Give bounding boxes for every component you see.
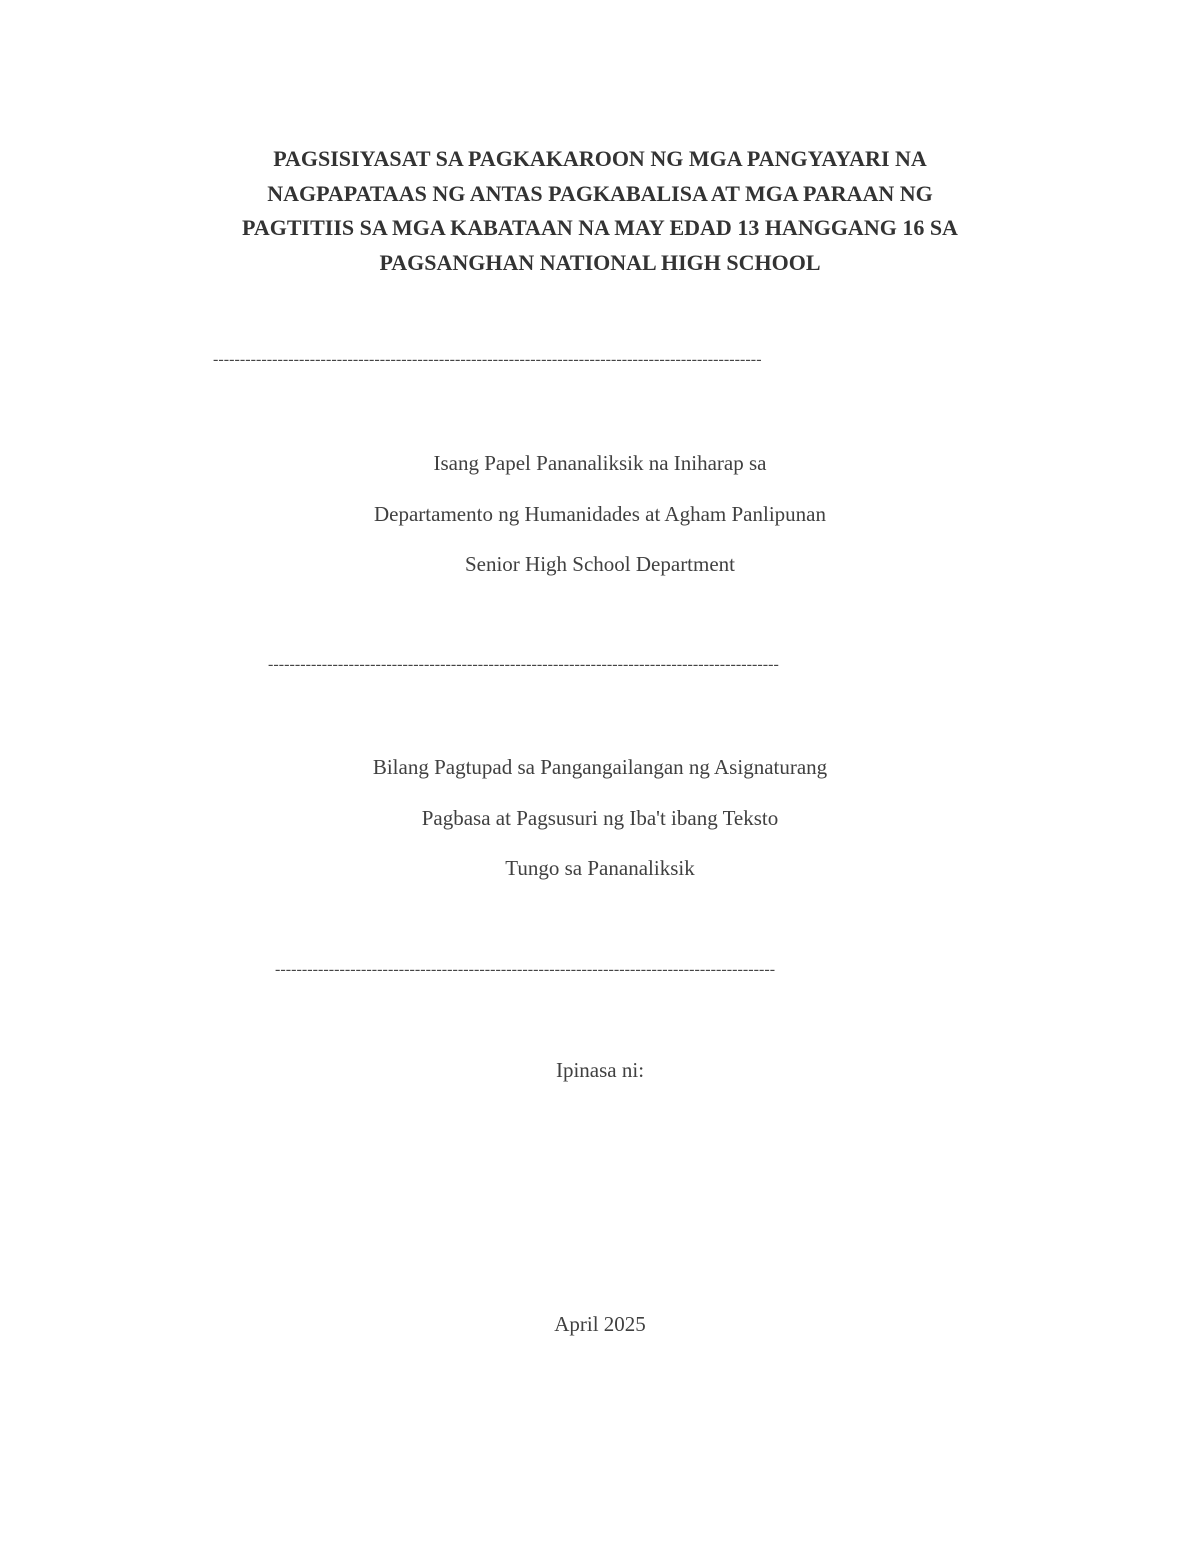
dashed-divider: ----------------------------------------------------------------------------------------------- <box>268 656 779 673</box>
subject-line: Pagbasa at Pagsusuri ng Iba't ibang Teksto <box>421 805 779 830</box>
subject-line-continued: Tungo sa Pananaliksik <box>505 856 695 880</box>
presentation-block <box>0 448 1200 600</box>
senior-high-line: Senior High School Department <box>464 552 736 576</box>
requirement-line: Bilang Pagtupad sa Pangangailangan ng Asignaturang <box>372 755 828 779</box>
paper-title <box>150 142 1050 280</box>
dashed-divider: --------------------------------------------------------------------------------------------- <box>275 961 776 978</box>
title-line: PAGSANGHAN NATIONAL HIGH SCHOOL <box>379 249 821 275</box>
requirement-block <box>0 752 1200 904</box>
title-line: NAGPAPATAAS NG ANTAS PAGKABALISA AT MGA PARAAN NG <box>267 180 933 206</box>
submission-date: April 2025 <box>554 1312 646 1336</box>
submitted-by-label: Ipinasa ni: <box>555 1058 645 1082</box>
presentation-line: Isang Papel Pananaliksik na Iniharap sa <box>433 451 767 475</box>
title-line: PAGSISIYASAT SA PAGKAKAROON NG MGA PANGYAYARI NA <box>273 146 927 171</box>
department-line: Departamento ng Humanidades at Agham Panlipunan <box>374 501 826 526</box>
dashed-divider: ------------------------------------------------------------------------------------------------------ <box>213 351 762 368</box>
title-line: PAGTITIIS SA MGA KABATAAN NA MAY EDAD 13 HANGGANG 16 SA <box>242 215 958 240</box>
